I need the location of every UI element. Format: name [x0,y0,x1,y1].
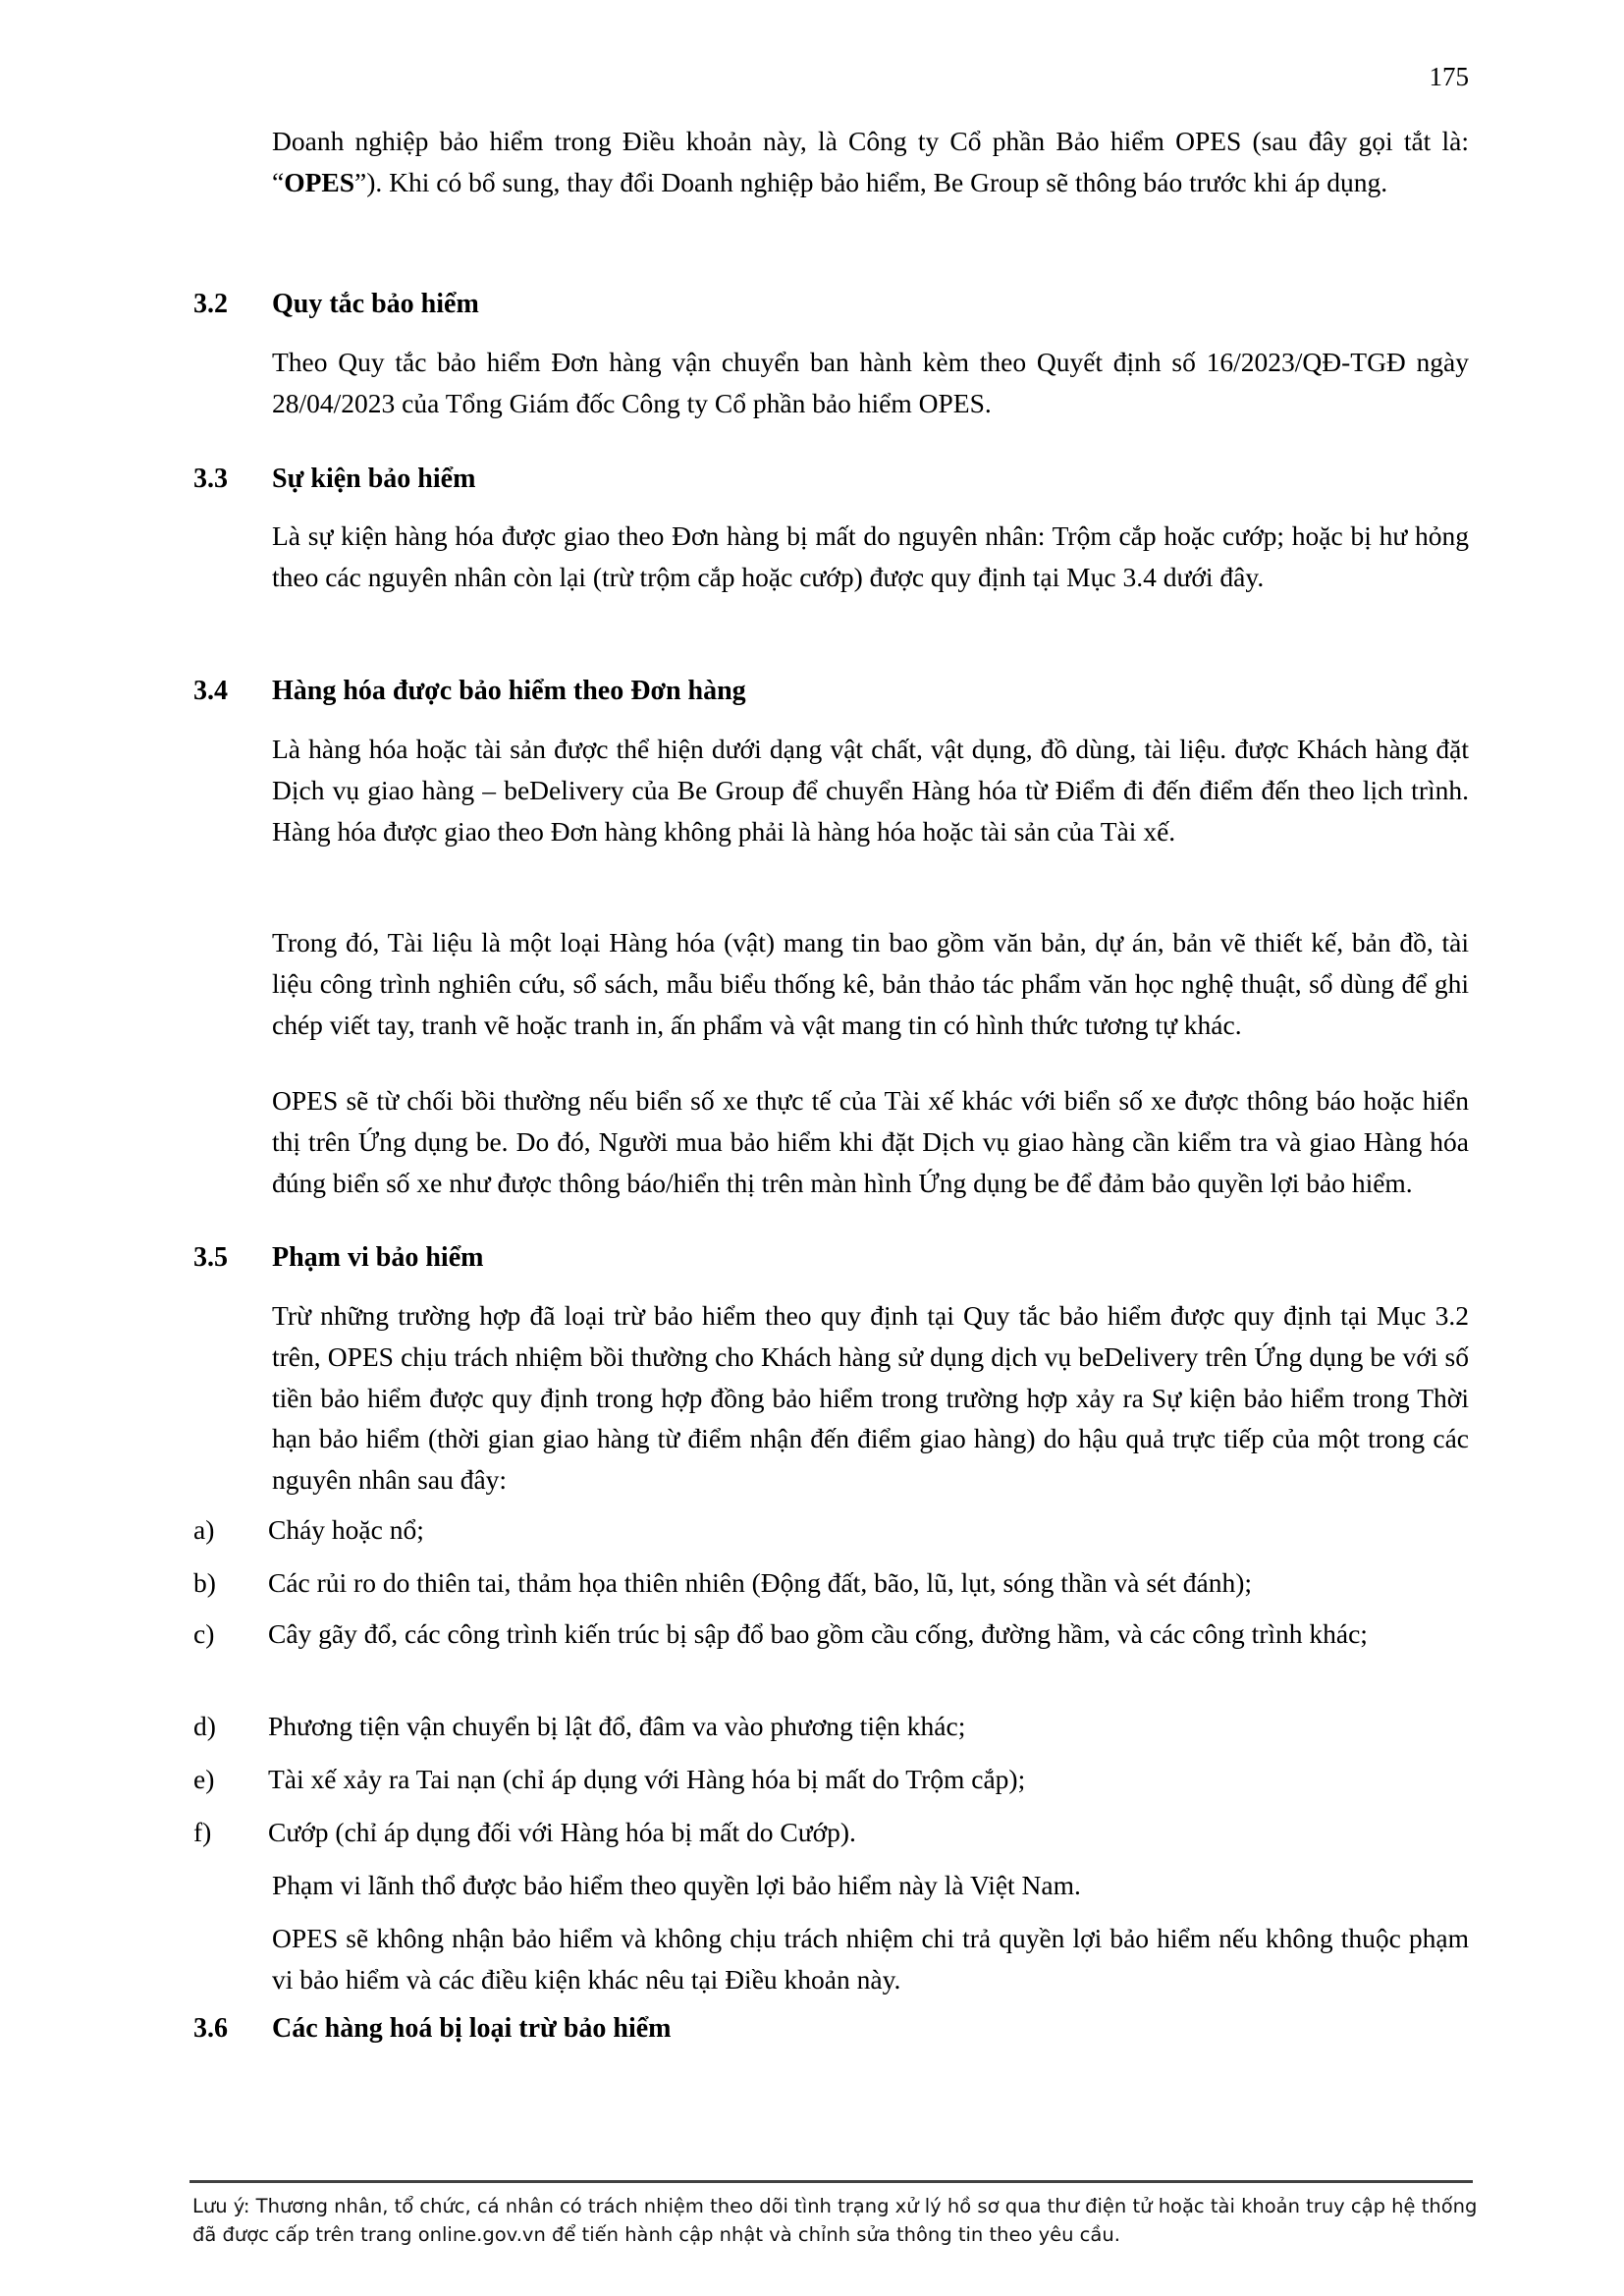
list-marker: e) [193,1764,215,1794]
intro-text-2: đây gọi tắt là: “ [272,126,1470,197]
section-title: Quy tắc bảo hiểm [272,289,479,319]
list-text: Các rủi ro do thiên tai, thảm họa thiên nhiên (Động đất, bão, lũ, lụt, sóng thần và sét đánh); [268,1567,1253,1598]
section-3-4-paragraph-2: Trong đó, Tài liệu là một loại Hàng hóa (vật) mang tin bao gồm văn bản, dự án, bản vẽ thiết kế, bản đồ, tài liệu công trình nghiên cứu, sổ sách, mẫu biểu thống kê, bản thảo tác phẩm văn học nghệ thuật, sổ dùng để ghi chép viết tay, tranh vẽ hoặc tranh in, ấn phẩm và vật mang tin có hình thức tương tự khác. [272,927,1469,1040]
intro-text-1: Doanh nghiệp bảo hiểm trong Điều khoản này, là Công ty Cổ phần Bảo hiểm OPES (sau [272,126,1298,156]
section-3-4-paragraph-3: OPES sẽ từ chối bồi thường nếu biển số xe thực tế của Tài xế khác với biển số xe được thông báo hoặc hiển thị trên Ứng dụng be. Do đó, Người mua bảo hiểm khi đặt Dịch vụ giao hàng cần kiểm tra và giao Hàng hóa đúng biển số xe như được thông báo/hiển thị trên màn hình Ứng dụng be để đảm bảo quyền lợi bảo hiểm. [272,1085,1469,1198]
section-3-4-paragraph-1: Là hàng hóa hoặc tài sản được thể hiện dưới dạng vật chất, vật dụng, đồ dùng, tài liệu. được Khách hàng đặt Dịch vụ giao hàng – beDelivery của Be Group để chuyển Hàng hóa từ Điểm đi đến điểm đến theo lịch trình. Hàng hóa được giao theo Đơn hàng không phải là hàng hóa hoặc tài sản của Tài xế. [272,734,1469,847]
section-3-5-paragraph: Trừ những trường hợp đã loại trừ bảo hiểm theo quy định tại Quy tắc bảo hiểm được quy định tại Mục 3.2 trên, OPES chịu trách nhiệm bồi thường cho Khách hàng sử dụng dịch vụ beDelivery trên Ứng dụng be với số tiền bảo hiểm được quy định trong hợp đồng bảo hiểm trong trường hợp xảy ra Sự kiện bảo hiểm trong Thời hạn bảo hiểm (thời gian giao hàng từ điểm nhận đến điểm giao hàng) do hậu quả trực tiếp của một trong các nguyên nhân sau đây: [272,1300,1469,1496]
list-text: Cháy hoặc nổ; [268,1514,424,1545]
list-marker: b) [193,1567,216,1598]
section-number: 3.2 [193,289,228,319]
list-text: Cây gãy đổ, các công trình kiến trúc bị sập đổ bao gồm cầu cống, đường hầm, và các công trình khác; [268,1618,1368,1649]
opes-bold: OPES [284,166,355,197]
section-title: Hàng hóa được bảo hiểm theo Đơn hàng [272,676,746,706]
section-3-2-paragraph: Theo Quy tắc bảo hiểm Đơn hàng vận chuyển ban hành kèm theo Quyết định số 16/2023/QĐ-TGĐ ngày 28/04/2023 của Tổng Giám đốc Công ty Cổ phần bảo hiểm OPES. [272,347,1469,418]
section-title: Phạm vi bảo hiểm [272,1242,484,1273]
list-marker: c) [193,1618,215,1649]
section-number: 3.6 [193,2013,228,2044]
list-marker: a) [193,1514,215,1545]
intro-text-3: ”). Khi có bổ sung, thay đổi Doanh nghiệp bảo hiểm, Be Group sẽ [354,166,1069,197]
section-number: 3.5 [193,1242,228,1273]
section-title: Các hàng hoá bị loại trừ bảo hiểm [272,2013,672,2044]
footer-note: Lưu ý: Thương nhân, tổ chức, cá nhân có trách nhiệm theo dõi tình trạng xử lý hồ sơ qua thư điện tử hoặc tài khoản truy cập hệ thống đã được cấp trên trang online.gov.vn để tiến hành cập nhật và chỉnh sửa thông tin theo yêu cầu. [192,2195,1478,2246]
footer-divider [189,2180,1473,2183]
section-title: Sự kiện bảo hiểm [272,464,476,494]
page-number: 175 [1429,62,1469,91]
territory-paragraph: Phạm vi lãnh thổ được bảo hiểm theo quyền lợi bảo hiểm này là Việt Nam. [272,1870,1081,1900]
section-number: 3.3 [193,464,228,494]
list-text: Cướp (chỉ áp dụng đối với Hàng hóa bị mất do Cướp). [268,1817,856,1847]
intro-text-4: thông báo trước khi áp dụng. [1075,166,1388,197]
list-text: Phương tiện vận chuyển bị lật đổ, đâm va vào phương tiện khác; [268,1711,966,1741]
intro-paragraph [272,121,1469,203]
section-3-3-paragraph: Là sự kiện hàng hóa được giao theo Đơn hàng bị mất do nguyên nhân: Trộm cắp hoặc cướp; hoặc bị hư hỏng theo các nguyên nhân còn lại (trừ trộm cắp hoặc cướp) được quy định tại Mục 3.4 dưới đây. [272,520,1469,592]
exclusion-note-paragraph: OPES sẽ không nhận bảo hiểm và không chịu trách nhiệm chi trả quyền lợi bảo hiểm nếu không thuộc phạm vi bảo hiểm và các điều kiện khác nêu tại Điều khoản này. [272,1923,1469,1995]
list-text: Tài xế xảy ra Tai nạn (chỉ áp dụng với Hàng hóa bị mất do Trộm cắp); [268,1764,1026,1794]
list-marker: f) [193,1817,212,1847]
list-marker: d) [193,1711,216,1741]
section-number: 3.4 [193,676,228,706]
